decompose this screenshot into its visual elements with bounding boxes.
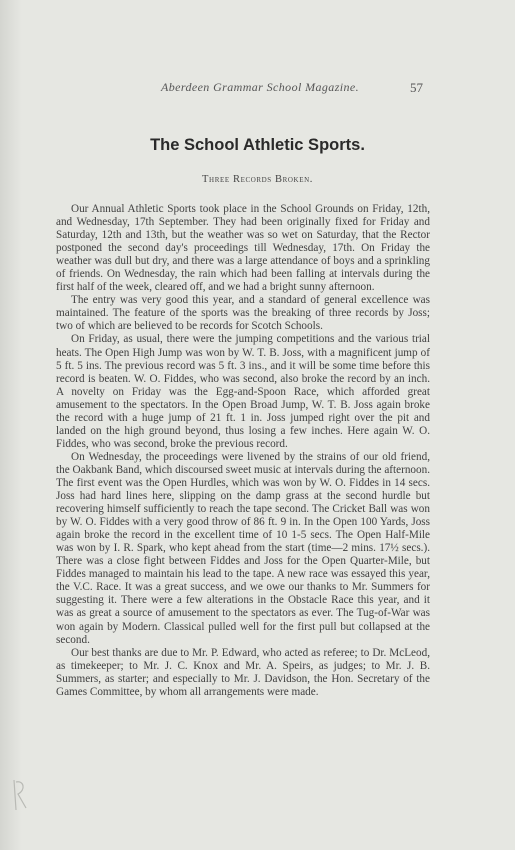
running-head: Aberdeen Grammar School Magazine. — [160, 80, 360, 94]
article-title: The School Athletic Sports. — [150, 136, 365, 154]
paragraph: The entry was very good this year, and a standard of general excellence was maintained. The feature of the sports was the breaking of three records by Joss; two of which are believed to be records for Scotch Schools. — [56, 294, 430, 333]
paragraph: On Wednesday, the proceedings were livened by the strains of our old friend, the Oakbank Band, which discoursed sweet music at intervals during the afternoon. The first event was the Open Hurdles, which was won by W. O. Fiddes in 14 secs. Joss had hard lines here, slipping on the damp grass at the second hurdle but recovering himself sufficiently to reach the tape second. The Cricket Ball was won by W. O. Fiddes with a very good throw of 86 ft. 9 in. In the Open 100 Yards, Joss again broke the record in the excellent time of 10 1-5 secs. The Open Half-Mile was won by I. R. Spark, who kept ahead from the start (time—2 mins. 17½ secs.). There was a close fight between Fiddes and Joss for the Open Quarter-Mile, but Fiddes managed to maintain his lead to the tape. A new race was essayed this year, the V.C. Race. It was a great success, and we owe our thanks to Mr. Summers for suggesting it. There were a few alterations in the Obstacle Race this year, and it was as great a source of amusement to the spectators as ever. The Tug-of-War was won again by Modern. Classical pulled well for the first pull but collapsed at the second. — [56, 450, 430, 646]
paragraph: On Friday, as usual, there were the jumping competitions and the various trial heats. The Open High Jump was won by W. T. B. Joss, with a magnificent jump of 5 ft. 5 ins. The previous record was 5 ft. 3 ins., and it will be some time before this record is beaten. W. O. Fiddes, who was second, also broke the record by an inch. A novelty on Friday was the Egg-and-Spoon Race, which afforded great amusement to the spectators. In the Open Broad Jump, W. T. B. Joss again broke the record with a huge jump of 21 ft. 1 in. Joss jumped right over the pit and landed on the high ground beyond, thus losing a few inches. Here again W. O. Fiddes, who was second, broke the previous record. — [56, 333, 430, 450]
article-body — [56, 203, 430, 699]
page-spine-shadow — [0, 0, 22, 850]
pencil-mark-icon — [10, 776, 32, 816]
paragraph: Our best thanks are due to Mr. P. Edward, who acted as referee; to Dr. McLeod, as timekeeper; to Mr. J. C. Knox and Mr. A. Speirs, as judges; to Mr. J. B. Summers, as starter; and especially to Mr. J. Davidson, the Hon. Secretary of the Games Committee, by whom all arrangements were made. — [56, 646, 430, 698]
page-number: 57 — [410, 80, 423, 95]
article-subtitle: Three Records Broken. — [202, 174, 313, 185]
paragraph: Our Annual Athletic Sports took place in the School Grounds on Friday, 12th, and Wednesday, 17th September. They had been originally fixed for Friday and Saturday, 12th and 13th, but the weather was so wet on Saturday, that the Rector postponed the second day's proceedings till Wednesday, 17th. On Friday the weather was dull but dry, and there was a large attendance of boys and a sprinkling of friends. On Wednesday, the rain which had been falling at intervals during the first half of the week, cleared off, and we had a bright sunny afternoon. — [56, 203, 430, 294]
